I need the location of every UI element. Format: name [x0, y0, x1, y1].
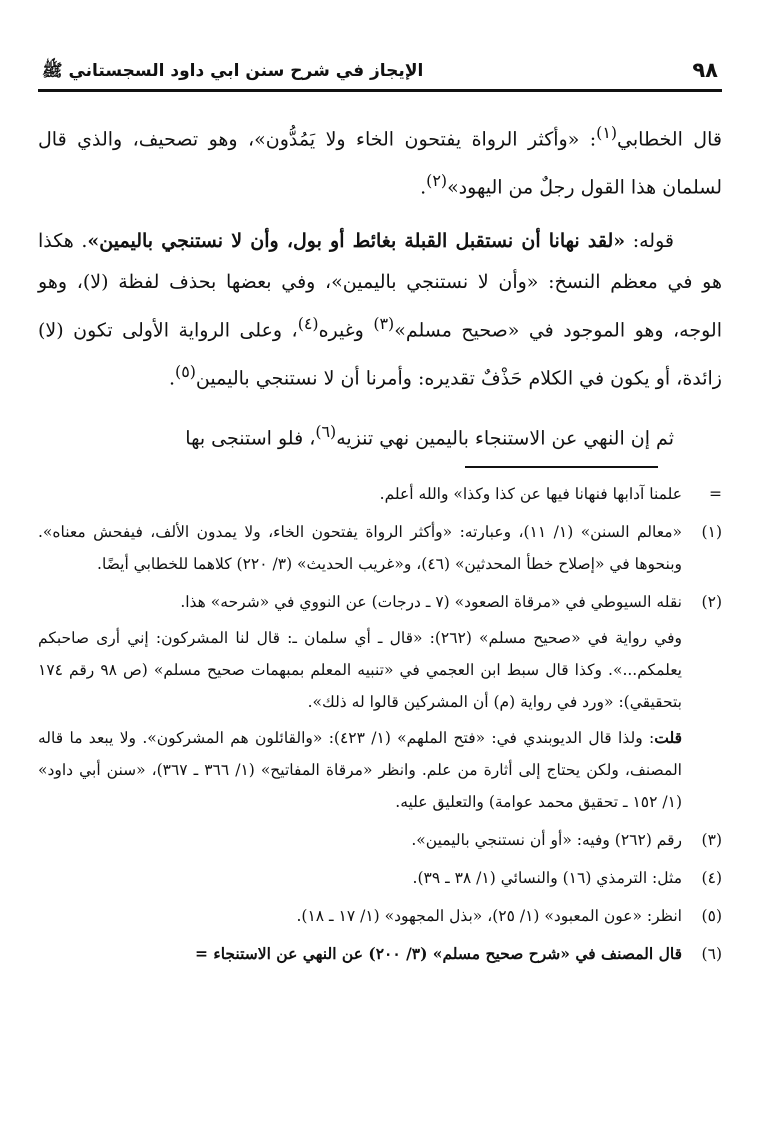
footnote-5 — [38, 900, 722, 932]
footnotes — [38, 478, 722, 970]
footnote-number: (٤) — [701, 869, 722, 887]
footnote-3 — [38, 824, 722, 856]
footnote-text: رقم (٢٦٢) وفيه: «أو أن نستنجي باليمين». — [411, 831, 682, 849]
footnote-paragraph: وفي رواية في «صحيح مسلم» (٢٦٢): «قال ـ أي سلمان ـ: قال لنا المشركون: إني أرى صاحبكم يعلمكم...». وكذا قال سبط ابن العجمي في «تنبيه المعلم بمبهمات صحيح مسلم» (ص ٩٨ رقم ١٧٤ بتحقيقي): «ورد في رواية (م) أن المشركين قالوا له ذلك». — [38, 629, 682, 711]
footnote-ref[interactable]: (٣) — [373, 313, 395, 333]
footnote-number: = — [709, 485, 722, 503]
footnote-number: (٦) — [701, 945, 722, 963]
footnote-1 — [38, 516, 722, 580]
page-header — [38, 52, 722, 92]
footnote-text: انظر: «عون المعبود» (١/ ٢٥)، «بذل المجهود» (١/ ١٧ ـ ١٨). — [296, 907, 682, 925]
page-number: ٩٨ — [692, 58, 718, 82]
footnote-number: (١) — [701, 523, 722, 541]
footnote-6 — [38, 938, 722, 970]
footnote-text: «معالم السنن» (١/ ١١)، وعبارته: «وأكثر الرواة يفتحون الخاء، ولا يمدون الألف، فيفحش معناه». وبنحوها في «إصلاح خطأ المحدثين» (٤٦)، و«غريب الحديث» (٣/ ٢٢٠) كلاهما للخطابي أيضًا. — [38, 523, 682, 573]
paragraph: ثم إن النهي عن الاستنجاء باليمين نهي تنزيه$^{(٦)}$، فلو استنجى بها — [185, 422, 674, 450]
footnote-4 — [38, 862, 722, 894]
footnote-ref[interactable]: (٦) — [315, 422, 337, 442]
note-label: قلت — [654, 728, 682, 747]
footnote-continuation — [38, 478, 722, 510]
hadith-quote: «لقد نهانا أن نستقبل القبلة بغائط أو بول، وأن لا نستنجي باليمين» — [87, 229, 626, 252]
footnote-ref[interactable]: (١) — [596, 123, 618, 142]
footnote-number: (٢) — [701, 593, 722, 611]
paragraph: قوله: «لقد نهانا أن نستقبل القبلة بغائط أو بول، وأن لا نستنجي باليمين». هكذا هو في معظم النسخ: «وأن لا نستنجي باليمين»، وفي بعضها بحذف لفظة (لا)، وهو الوجه، وهو الموجود في «صحيح مسلم»$^{(٣)}$ وغيره$^{(٤)}$، وعلى الرواية الأولى تكون (لا) زائدة، أو يكون في الكلام حَذْفٌ تقديره: وأمرنا أن لا نستنجي باليمين$^{(٥)}$. — [38, 229, 722, 390]
footnote-ref[interactable]: (٢) — [426, 171, 448, 191]
footnote-ref[interactable]: (٤) — [297, 313, 319, 333]
paragraph: قال الخطابي$^{(١)}$: «وأكثر الرواة يفتحون الخاء ولا يَمُدُّون»، وهو تصحيف، والذي قال لسلمان هذا القول رجلٌ من اليهود»$^{(٢)}$. — [38, 123, 722, 199]
main-text — [38, 112, 722, 460]
footnote-2 — [38, 586, 722, 818]
footnote-text: مثل: الترمذي (١٦) والنسائي (١/ ٣٨ ـ ٣٩). — [412, 869, 682, 887]
footnote-separator — [465, 466, 658, 468]
footnote-text: علمنا آدابها فنهانا فيها عن كذا وكذا» والله أعلم. — [379, 485, 682, 503]
footnote-number: (٣) — [701, 831, 722, 849]
footnote-number: (٥) — [701, 907, 722, 925]
footnote-text: قال المصنف في «شرح صحيح مسلم» (٣/ ٢٠٠) عن النهي عن الاستنجاء = — [195, 944, 682, 963]
footnote-paragraph: قلت: ولذا قال الديوبندي في: «فتح الملهم» (١/ ٤٢٣): «والقائلون هم المشركون». ولا يبعد ما قاله المصنف، ولكن يحتاج إلى أثارة من علم. وانظر «مرقاة المفاتيح» (١/ ٣٦٦ ـ ٣٦٧)، «سنن أبي داود» (١/ ١٥٢ ـ تحقيق محمد عوامة) والتعليق عليه. — [38, 728, 682, 811]
footnote-paragraph: نقله السيوطي في «مرقاة الصعود» (٧ ـ درجات) عن النووي في «شرحه» هذا. — [180, 593, 682, 611]
footnote-text — [38, 586, 682, 818]
footnote-ref[interactable]: (٥) — [175, 361, 196, 381]
running-title: الإيجاز في شرح سنن ابي داود السجستاني ﷺ — [42, 61, 424, 81]
header-rule — [38, 89, 722, 92]
